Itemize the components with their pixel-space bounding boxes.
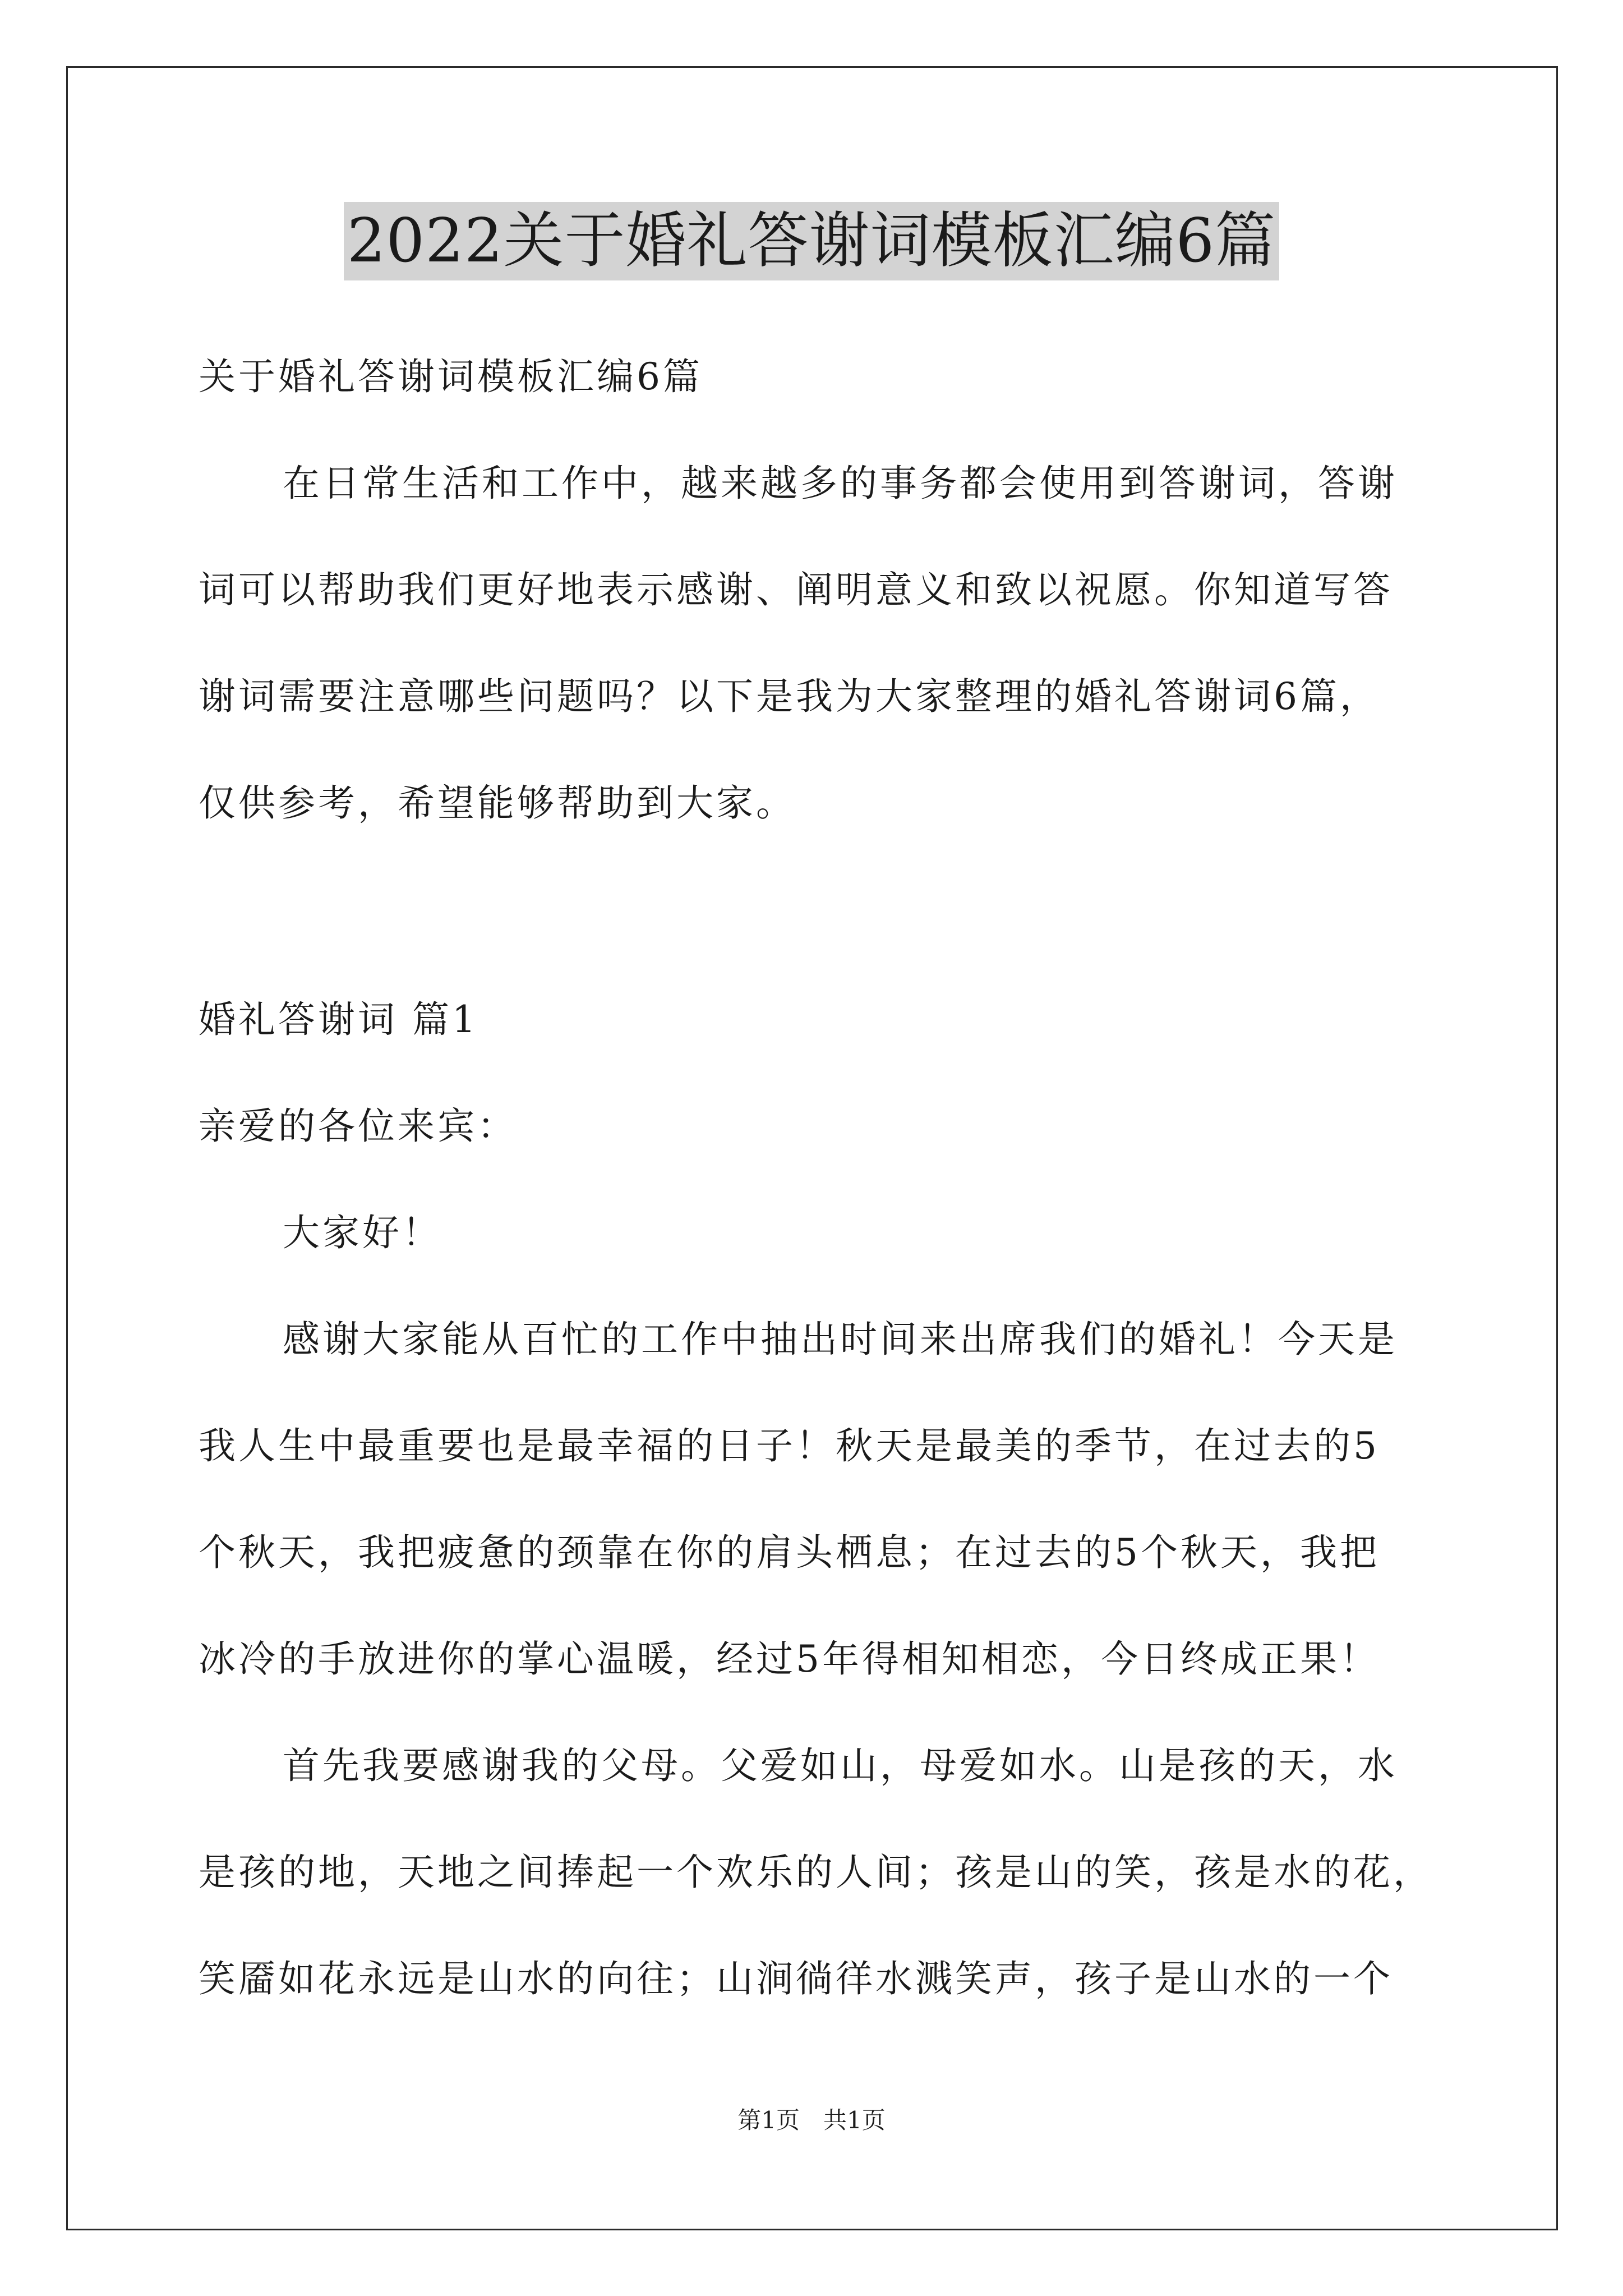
body-line-6: 是孩的地，天地之间捧起一个欢乐的人间；孩是山的笑，孩是水的花， [199,1851,1433,1894]
body-line-4: 冰冷的手放进你的掌心温暖，经过5年得相知相恋，今日终成正果！ [199,1637,1380,1681]
document-title: 2022关于婚礼答谢词模板汇编6篇 [344,202,1280,280]
body-line-2: 我人生中最重要也是最幸福的日子！秋天是最美的季节，在过去的5 [199,1424,1380,1467]
title-container [0,202,1623,280]
body-line-7: 笑靥如花永远是山水的向往；山涧徜徉水溅笑声，孩子是山水的一个 [199,1957,1393,2000]
body-line-3: 个秋天，我把疲惫的颈靠在你的肩头栖息；在过去的5个秋天，我把 [199,1531,1380,1574]
page-number-footer: 第1页 共1页 [737,2106,886,2134]
section-heading: 婚礼答谢词 篇1 [199,998,478,1041]
body-line-1: 感谢大家能从百忙的工作中抽出时间来出席我们的婚礼！今天是 [283,1318,1398,1361]
intro-line-3: 谢词需要注意哪些问题吗？以下是我为大家整理的婚礼答谢词6篇， [199,675,1380,718]
subtitle-line: 关于婚礼答谢词模板汇编6篇 [199,355,703,398]
intro-line-4: 仅供参考，希望能够帮助到大家。 [199,781,796,825]
salutation-line: 亲爱的各位来宾： [199,1105,517,1148]
intro-line-1: 在日常生活和工作中，越来越多的事务都会使用到答谢词，答谢 [283,462,1398,505]
body-line-5: 首先我要感谢我的父母。父爱如山，母爱如水。山是孩的天，水 [283,1744,1398,1787]
greeting-line: 大家好！ [283,1211,442,1254]
intro-line-2: 词可以帮助我们更好地表示感谢、阐明意义和致以祝愿。你知道写答 [199,568,1393,611]
